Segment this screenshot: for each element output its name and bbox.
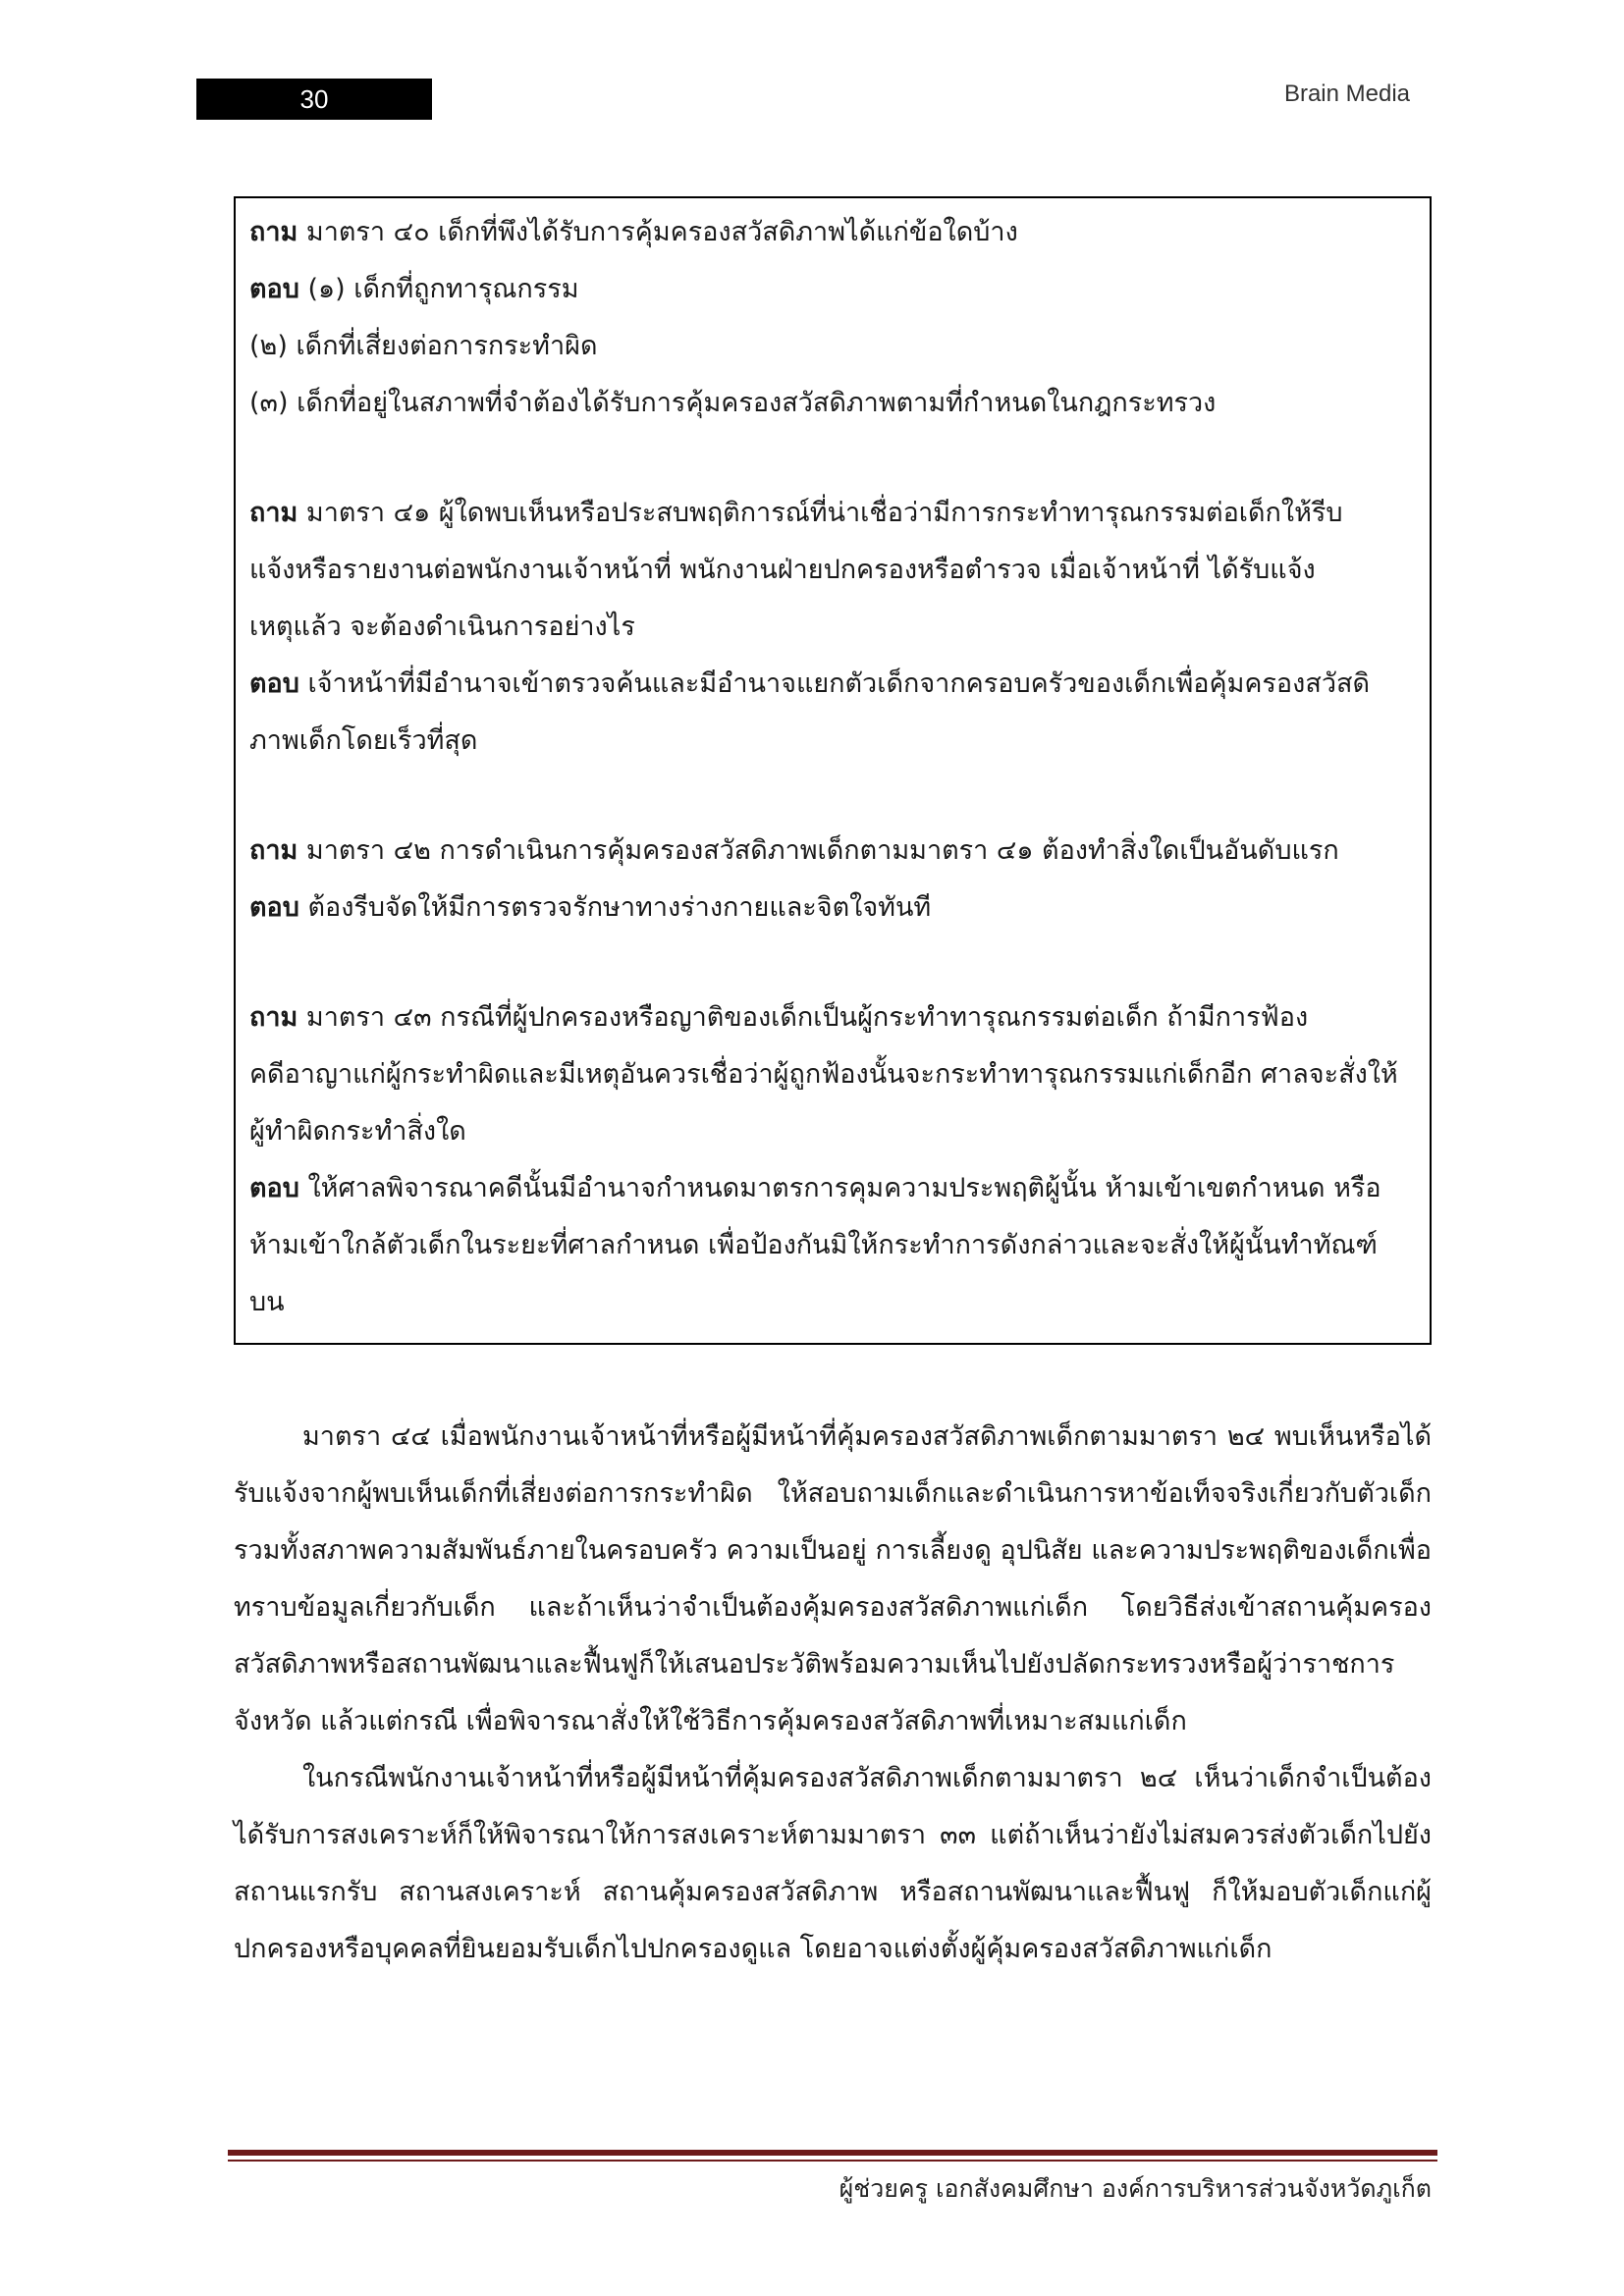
qa-line: [249, 1103, 1416, 1160]
qa-line: [249, 1160, 1416, 1217]
body-text: [234, 1409, 1432, 1978]
qa-text: บน: [249, 1287, 285, 1317]
answer-label: ตอบ: [249, 1173, 299, 1203]
qa-text: เหตุแล้ว จะต้องดำเนินการอย่างไร: [249, 612, 635, 642]
body-paragraph: ในกรณีพนักงานเจ้าหน้าที่หรือผู้มีหน้าที่คุ้มครองสวัสดิภาพเด็กตามมาตรา ๒๔ เห็นว่าเด็กจำเป็นต้องได้รับการสงเคราะห์ก็ให้พิจารณาให้การสงเคราะห์ตามมาตรา ๓๓ แต่ถ้าเห็นว่ายังไม่สมควรส่งตัวเด็กไปยังสถานแรกรับ สถานสงเคราะห์ สถานคุ้มครองสวัสดิภาพ หรือสถานพัฒนาและฟื้นฟู ก็ให้มอบตัวเด็กแก่ผู้ปกครองหรือบุคคลที่ยินยอมรับเด็กไปปกครองดูแล โดยอาจแต่งตั้งผู้คุ้มครองสวัสดิภาพแก่เด็ก: [234, 1763, 1432, 1964]
answer-label: ตอบ: [249, 274, 299, 304]
answer-label: ตอบ: [249, 892, 299, 923]
qa-text: แจ้งหรือรายงานต่อพนักงานเจ้าหน้าที่ พนักงานฝ่ายปกครองหรือตำรวจ เมื่อเจ้าหน้าที่ ได้รับแจ้ง: [249, 555, 1316, 585]
qa-text: มาตรา ๔๓ กรณีที่ผู้ปกครองหรือญาติของเด็กเป็นผู้กระทำทารุณกรรมต่อเด็ก ถ้ามีการฟ้อง: [298, 1002, 1309, 1033]
qa-line: [249, 375, 1416, 432]
qa-text: ห้ามเข้าใกล้ตัวเด็กในระยะที่ศาลกำหนด เพื่อป้องกันมิให้กระทำการดังกล่าวและจะสั่งให้ผู้นั้นทำทัณฑ์: [249, 1230, 1378, 1260]
qa-line: [249, 599, 1416, 656]
qa-box: [234, 196, 1432, 1345]
qa-line: [249, 1046, 1416, 1103]
qa-line: [249, 204, 1416, 261]
qa-text: ภาพเด็กโดยเร็วที่สุด: [249, 725, 478, 756]
qa-line: [249, 713, 1416, 770]
question-label: ถาม: [249, 1002, 298, 1033]
page-number: 30: [299, 84, 329, 114]
qa-text: ผู้ทำผิดกระทำสิ่งใด: [249, 1116, 466, 1147]
brand-name: Brain Media: [1283, 80, 1410, 107]
qa-text: มาตรา ๔๑ ผู้ใดพบเห็นหรือประสบพฤติการณ์ที่น่าเชื่อว่ามีการกระทำทารุณกรรมต่อเด็กให้รีบ: [298, 498, 1343, 528]
qa-text: (๑) เด็กที่ถูกทารุณกรรม: [298, 274, 579, 304]
qa-line: [249, 485, 1416, 542]
footer-rule-thin: [228, 2160, 1437, 2162]
question-label: ถาม: [249, 835, 298, 866]
question-label: ถาม: [249, 498, 298, 528]
page-number-bar: [196, 79, 432, 120]
qa-group: [249, 204, 1416, 432]
body-paragraph: มาตรา ๔๔ เมื่อพนักงานเจ้าหน้าที่หรือผู้มีหน้าที่คุ้มครองสวัสดิภาพเด็กตามมาตรา ๒๔ พบเห็นหรือได้รับแจ้งจากผู้พบเห็นเด็กที่เสี่ยงต่อการกระทำผิด ให้สอบถามเด็กและดำเนินการหาข้อเท็จจริงเกี่ยวกับตัวเด็ก รวมทั้งสภาพความสัมพันธ์ภายในครอบครัว ความเป็นอยู่ การเลี้ยงดู อุปนิสัย และความประพฤติของเด็กเพื่อทราบข้อมูลเกี่ยวกับเด็ก และถ้าเห็นว่าจำเป็นต้องคุ้มครองสวัสดิภาพแก่เด็ก โดยวิธีส่งเข้าสถานคุ้มครองสวัสดิภาพหรือสถานพัฒนาและฟื้นฟูก็ให้เสนอประวัติพร้อมความเห็นไปยังปลัดกระทรวงหรือผู้ว่าราชการจังหวัด แล้วแต่กรณี เพื่อพิจารณาสั่งให้ใช้วิธีการคุ้มครองสวัสดิภาพที่เหมาะสมแก่เด็ก: [234, 1421, 1432, 1736]
qa-text: ให้ศาลพิจารณาคดีนั้นมีอำนาจกำหนดมาตรการคุมความประพฤติผู้นั้น ห้ามเข้าเขตกำหนด หรือ: [298, 1173, 1381, 1203]
qa-line: [249, 1274, 1416, 1331]
qa-line: [249, 1217, 1416, 1274]
qa-text: (๓) เด็กที่อยู่ในสภาพที่จำต้องได้รับการคุ้มครองสวัสดิภาพตามที่กำหนดในกฎกระทรวง: [249, 388, 1217, 418]
qa-line: [249, 318, 1416, 375]
qa-line: [249, 823, 1416, 880]
qa-text: (๒) เด็กที่เสี่ยงต่อการกระทำผิด: [249, 331, 598, 361]
qa-group: [249, 485, 1416, 770]
qa-text: มาตรา ๔๒ การดำเนินการคุ้มครองสวัสดิภาพเด็กตามมาตรา ๔๑ ต้องทำสิ่งใดเป็นอันดับแรก: [298, 835, 1339, 866]
qa-group: [249, 989, 1416, 1331]
qa-text: ต้องรีบจัดให้มีการตรวจรักษาทางร่างกายและจิตใจทันที: [298, 892, 932, 923]
answer-label: ตอบ: [249, 668, 299, 699]
qa-line: [249, 880, 1416, 936]
qa-line: [249, 542, 1416, 599]
question-label: ถาม: [249, 217, 298, 247]
qa-text: มาตรา ๔๐ เด็กที่พึงได้รับการคุ้มครองสวัสดิภาพได้แก่ข้อใดบ้าง: [298, 217, 1018, 247]
qa-line: [249, 261, 1416, 318]
qa-text: เจ้าหน้าที่มีอำนาจเข้าตรวจค้นและมีอำนาจแยกตัวเด็กจากครอบครัวของเด็กเพื่อคุ้มครองสวัสดิ: [298, 668, 1370, 699]
footer-text: ผู้ช่วยครู เอกสังคมศึกษา องค์การบริหารส่วนจังหวัดภูเก็ต: [839, 2174, 1432, 2203]
footer-rule: [228, 2150, 1437, 2156]
qa-group: [249, 823, 1416, 936]
qa-line: [249, 989, 1416, 1046]
qa-line: [249, 656, 1416, 713]
qa-text: คดีอาญาแก่ผู้กระทำผิดและมีเหตุอันควรเชื่อว่าผู้ถูกฟ้องนั้นจะกระทำทารุณกรรมแก่เด็กอีก ศาลจะสั่งให้: [249, 1059, 1398, 1090]
